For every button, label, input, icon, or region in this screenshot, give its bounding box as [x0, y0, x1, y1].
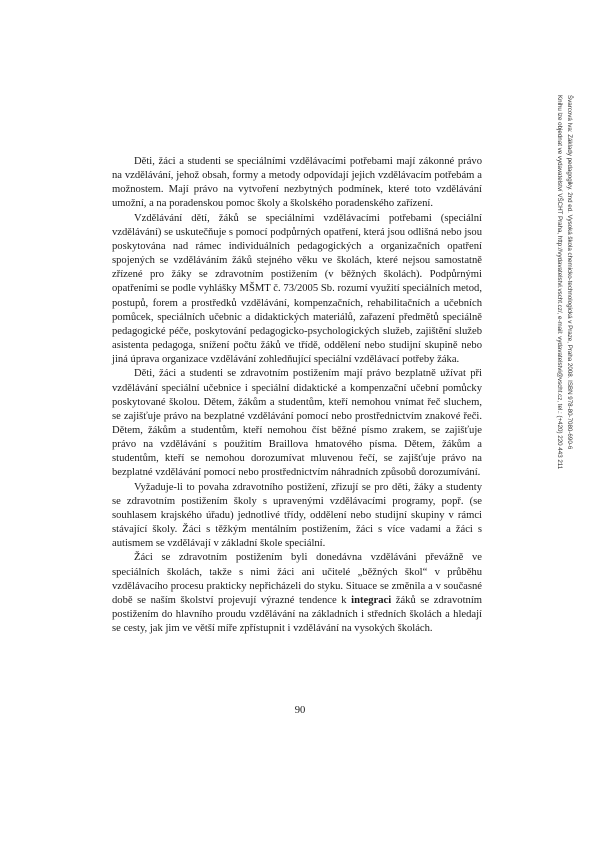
paragraph-5-start: Žáci se zdravotním postižením byli donedávna vzděláváni převážně ve speciálních školách, takže s nimi žáci ani učitelé „běžných škol“ v průběhu vzdělávacího procesu prakticky nepřicházeli do styku. Situace se změnila a v současné době se naším školství projevují výrazné tendence k [112, 552, 482, 606]
page-number: 90 [294, 705, 306, 716]
citation-line-2: Knihu lze objednat ve vydavatelství VŠCHT Praha, http://vydavatelstvi.vscht.cz/, e-mail: vydavatelstvi@vscht.cz, tel.: (+420) 220 443 211 [556, 95, 563, 470]
paragraph-2: Vzdělávání dětí, žáků se speciálními vzdělávacími potřebami (speciální vzdělávání) se uskutečňuje s pomocí podpůrných opatření, která jsou odlišná nebo jsou poskytována nad rámec individuálních pedagogických a organizačních opatření spojených se vzděláváním žáků stejného věku ve školách, které nejsou samostatně zřízené pro žáky se zdravotním postižením (v běžných školách). Podpůrnými opatřeními se podle vyhlášky MŠMT č. 73/2005 Sb. rozumí využití speciálních metod, postupů, forem a prostředků vzdělávání, kompenzačních, rehabilitačních a učebních pomůcek, speciálních učebnic a didaktických materiálů, zařazení předmětů speciálně pedagogické péče, poskytování pedagogicko-psychologických služeb, zajištění služeb asistenta pedagoga, snížení počtu žáků ve třídě, oddělení nebo studijní skupině nebo jiná úprava organizace vzdělávání zohledňující speciální vzdělávací potřeby žáka. [112, 212, 482, 366]
vertical-citation-note [552, 95, 574, 555]
citation-line-1: Švarcová Iva: Základy pedagogiky. 2nd ed. Vysoká škola chemicko-technologická v Praze, Praha 2008. ISBN 978-80-7080-690-6 [566, 95, 573, 450]
paragraph-1: Děti, žáci a studenti se speciálními vzdělávacími potřebami mají zákonné právo na vzdělávání, jehož obsah, formy a metody odpovídají jejich vzdělávacím potřebám a možnostem. Mají právo na vytvoření nezbytných podmínek, které toto vzdělávání umožní, a na poradenskou pomoc školy a školského poradenského zařízení. [112, 156, 482, 210]
emphasized-term: integraci [351, 594, 392, 606]
paragraph-4: Vyžaduje-li to povaha zdravotního postižení, zřizují se pro děti, žáky a studenty se zdravotním postižením školy s upravenými vzdělávacími programy, popř. (se souhlasem krajského úřadu) jednotlivé třídy, oddělení nebo studijní skupiny v rámci stávající školy. Žáci s těžkým mentálním postižením, žáci s více vadami a žáci s autismem se vzdělávají v základní škole speciální. [112, 481, 482, 550]
paragraph-3: Děti, žáci a studenti se zdravotním postižením mají právo bezplatně užívat při vzdělávání speciální učebnice i speciální didaktické a kompenzační učební pomůcky poskytované školou. Dětem, žákům a studentům, kteří nemohou vnímat řeč sluchem, se zajišťuje právo na bezplatné vzdělávání pomocí nebo prostřednictvím znakové řeči. Dětem, žákům a studentům, kteří nemohou číst běžné písmo zrakem, se zajišťuje právo na vzdělávání s použitím Braillova hmatového písma. Dětem, žákům a studentům, kteří se nemohou dorozumívat mluvenou řečí, se zajišťuje právo na bezplatné vzdělávání pomocí nebo prostřednictvím náhradních způsobů dorozumívání. [112, 368, 482, 479]
main-text-column [112, 155, 482, 636]
paragraph-5 [112, 551, 482, 636]
vertical-citation-text [554, 95, 574, 555]
paragraph-5-end: žáků se zdravotním postižením do hlavního proudu vzdělávání na základních i středních školách a hledají se cesty, jak jim ve větší míře zpřístupnit i vzdělávání na vysokých školách. [112, 594, 482, 635]
